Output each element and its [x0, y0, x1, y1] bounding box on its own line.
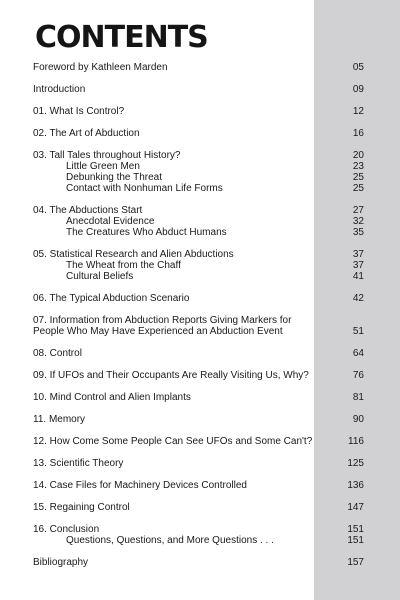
toc-entry-page: 116 [348, 436, 364, 447]
toc-entry-introduction[interactable] [33, 84, 367, 95]
toc-entry-label: 02. The Art of Abduction [33, 128, 140, 139]
toc-entry-foreword[interactable] [33, 62, 367, 73]
toc-entry-chapter-05[interactable] [33, 249, 367, 260]
toc-entry-page: 42 [352, 293, 364, 304]
toc-entry-page: 23 [352, 161, 364, 172]
toc-subentry[interactable] [33, 535, 367, 546]
page-title: CONTENTS [35, 20, 208, 55]
toc-entry-label: 04. The Abductions Start [33, 205, 143, 216]
toc-entry-bibliography[interactable] [33, 557, 367, 568]
toc-entry-label: 06. The Typical Abduction Scenario [33, 293, 190, 304]
toc-entry-chapter-13[interactable] [33, 458, 367, 469]
toc-entry-label: Questions, Questions, and More Questions . . . [66, 535, 274, 546]
toc-subentry[interactable] [33, 172, 367, 183]
toc-entry-label: 01. What Is Control? [33, 106, 125, 117]
toc-entry-label: 13. Scientific Theory [33, 458, 124, 469]
toc-entry-label: 14. Case Files for Machinery Devices Controlled [33, 480, 247, 491]
toc-entry-label: Foreword by Kathleen Marden [33, 62, 168, 73]
toc-entry-label: Bibliography [33, 557, 89, 568]
toc-entry-chapter-06[interactable] [33, 293, 367, 304]
toc-entry-page: 151 [347, 524, 364, 535]
toc-entry-page: 05 [352, 62, 364, 73]
toc-entry-chapter-09[interactable] [33, 370, 367, 381]
toc-entry-page: 136 [347, 480, 364, 491]
toc-entry-chapter-08[interactable] [33, 348, 367, 359]
toc-entry-page: 25 [352, 183, 364, 194]
toc-entry-page: 151 [347, 535, 364, 546]
toc-entry-chapter-11[interactable] [33, 414, 367, 425]
toc-entry-label: Cultural Beliefs [66, 271, 134, 282]
toc-entry-page: 157 [347, 557, 364, 568]
toc-entry-page: 147 [347, 502, 364, 513]
toc-entry-page: 27 [352, 205, 364, 216]
toc-entry-label: Little Green Men [66, 161, 140, 172]
toc-entry-chapter-15[interactable] [33, 502, 367, 513]
toc-entry-page: 12 [352, 106, 364, 117]
toc-subentry[interactable] [33, 216, 367, 227]
toc-entry-page: 37 [352, 249, 364, 260]
toc-entry-chapter-16[interactable] [33, 524, 367, 535]
toc-entry-label: 03. Tall Tales throughout History? [33, 150, 181, 161]
toc-entry-label: 12. How Come Some People Can See UFOs and Some Can't? [33, 436, 313, 447]
toc-entry-label: Debunking the Threat [66, 172, 162, 183]
toc-entry-label: 08. Control [33, 348, 82, 359]
toc-entry-page: 51 [352, 326, 364, 337]
toc-entry-chapter-02[interactable] [33, 128, 367, 139]
toc-entry-label: The Creatures Who Abduct Humans [66, 227, 227, 238]
toc-entry-page: 90 [352, 414, 364, 425]
toc-subentry[interactable] [33, 183, 367, 194]
toc-entry-page: 76 [352, 370, 364, 381]
toc-entry-label: 07. Information from Abduction Reports Giving Markers for People Who May Have Experienced an Abduction Event [33, 315, 292, 337]
toc-entry-page: 25 [352, 172, 364, 183]
toc-entry-chapter-01[interactable] [33, 106, 367, 117]
toc-entry-page: 09 [352, 84, 364, 95]
toc-entry-chapter-04[interactable] [33, 205, 367, 216]
toc-entry-page: 37 [352, 260, 364, 271]
toc-entry-chapter-14[interactable] [33, 480, 367, 491]
toc-subentry[interactable] [33, 271, 367, 282]
toc-subentry[interactable] [33, 260, 367, 271]
toc-entry-page: 41 [352, 271, 364, 282]
toc-entry-page: 81 [352, 392, 364, 403]
toc-entry-label: 16. Conclusion [33, 524, 100, 535]
toc-subentry[interactable] [33, 227, 367, 238]
toc-entry-label: 05. Statistical Research and Alien Abductions [33, 249, 234, 260]
toc-entry-page: 16 [352, 128, 364, 139]
toc-entry-label: Contact with Nonhuman Life Forms [66, 183, 223, 194]
toc-entry-page: 32 [352, 216, 364, 227]
toc-entry-label: 11. Memory [33, 414, 86, 425]
toc-entry-chapter-10[interactable] [33, 392, 367, 403]
toc-entry-page: 125 [347, 458, 364, 469]
toc-entry-page: 64 [352, 348, 364, 359]
toc-entry-label: 10. Mind Control and Alien Implants [33, 392, 191, 403]
toc-entry-label: Introduction [33, 84, 86, 95]
toc-entry-chapter-12[interactable] [33, 436, 367, 447]
table-of-contents [33, 62, 367, 568]
toc-entry-page: 35 [352, 227, 364, 238]
toc-subentry[interactable] [33, 161, 367, 172]
toc-entry-label: Anecdotal Evidence [66, 216, 155, 227]
toc-entry-chapter-07[interactable] [33, 315, 367, 337]
toc-entry-chapter-03[interactable] [33, 150, 367, 161]
toc-entry-page: 20 [352, 150, 364, 161]
toc-entry-label: The Wheat from the Chaff [66, 260, 181, 271]
toc-entry-label: 15. Regaining Control [33, 502, 130, 513]
toc-entry-label: 09. If UFOs and Their Occupants Are Really Visiting Us, Why? [33, 370, 309, 381]
